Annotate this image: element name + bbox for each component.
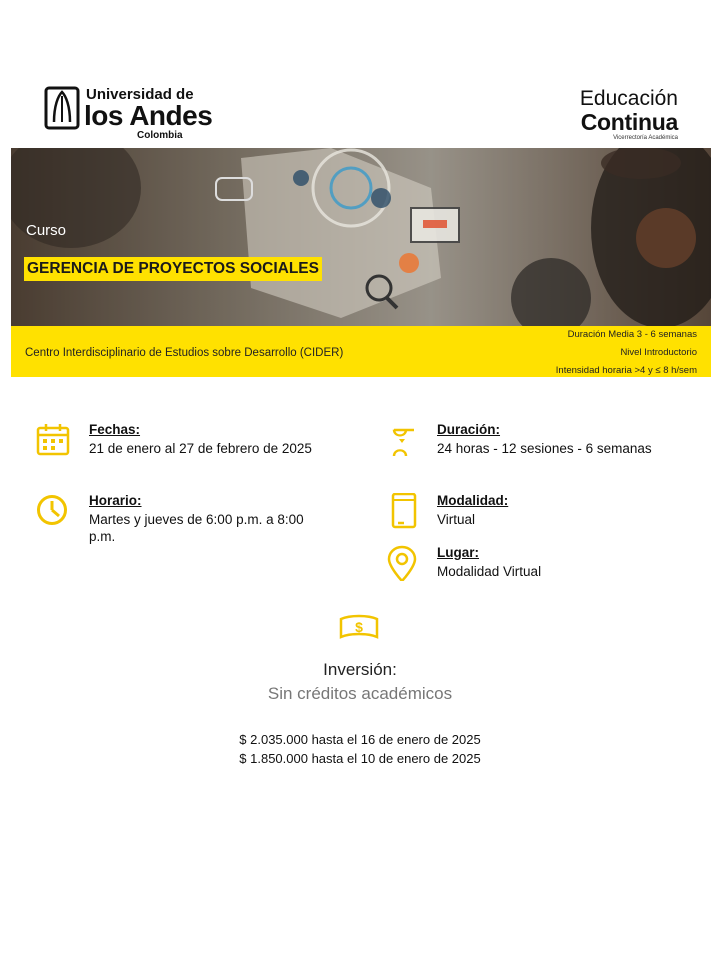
- hourglass-icon: [384, 422, 420, 458]
- investment-title: Inversión:: [323, 660, 397, 679]
- calendar-icon: [36, 422, 72, 458]
- banner-photo: [11, 148, 711, 326]
- brand-line1: Educación: [579, 87, 678, 110]
- lugar-value: Modalidad Virtual: [437, 564, 542, 579]
- duracion-value: 24 horas - 12 sesiones - 6 semanas: [437, 441, 652, 456]
- course-kicker: Curso: [26, 222, 67, 239]
- lugar-label: Lugar:: [437, 545, 479, 560]
- duracion-label: Duración:: [437, 422, 501, 437]
- course-title: GERENCIA DE PROYECTOS SOCIALES: [24, 257, 322, 281]
- modalidad-value: Virtual: [437, 512, 476, 527]
- location-pin-icon: [384, 545, 420, 581]
- organization-name: Centro Interdisciplinario de Estudios sobre Desarrollo (CIDER): [25, 347, 344, 359]
- price-line: $ 1.850.000 hasta el 10 de enero de 2025: [239, 751, 481, 766]
- course-duration-tag: Duración Media 3 - 6 semanas: [567, 329, 697, 340]
- price-line: $ 2.035.000 hasta el 16 de enero de 2025: [239, 732, 481, 747]
- clock-icon: [36, 493, 72, 529]
- course-banner: [11, 148, 711, 377]
- modalidad-label: Modalidad:: [437, 493, 509, 508]
- university-name-line1: Universidad de: [86, 86, 194, 103]
- fechas-label: Fechas:: [89, 422, 141, 437]
- svg-text:$: $: [355, 619, 363, 635]
- university-country: Colombia: [137, 130, 183, 141]
- tablet-icon: [384, 493, 420, 529]
- university-name-line2: los Andes: [84, 100, 213, 131]
- horario-value: Martes y jueves de 6:00 p.m. a 8:00 p.m.: [89, 512, 304, 544]
- brand-line2: Continua: [580, 109, 678, 135]
- course-level-tag: Nivel Introductorio: [620, 347, 697, 358]
- universidad-de-los-andes-logo: [44, 86, 213, 142]
- university-crest-icon: [44, 86, 80, 130]
- course-intensity-tag: Intensidad horaria >4 y ≤ 8 h/sem: [555, 365, 697, 376]
- investment-subtitle: Sin créditos académicos: [267, 684, 453, 703]
- fechas-value: 21 de enero al 27 de febrero de 2025: [89, 441, 312, 456]
- horario-label: Horario:: [89, 493, 142, 508]
- educacion-continua-logo: [580, 88, 678, 142]
- money-icon: [338, 611, 380, 643]
- brand-line3: Vicerrectoría Académica: [613, 135, 678, 141]
